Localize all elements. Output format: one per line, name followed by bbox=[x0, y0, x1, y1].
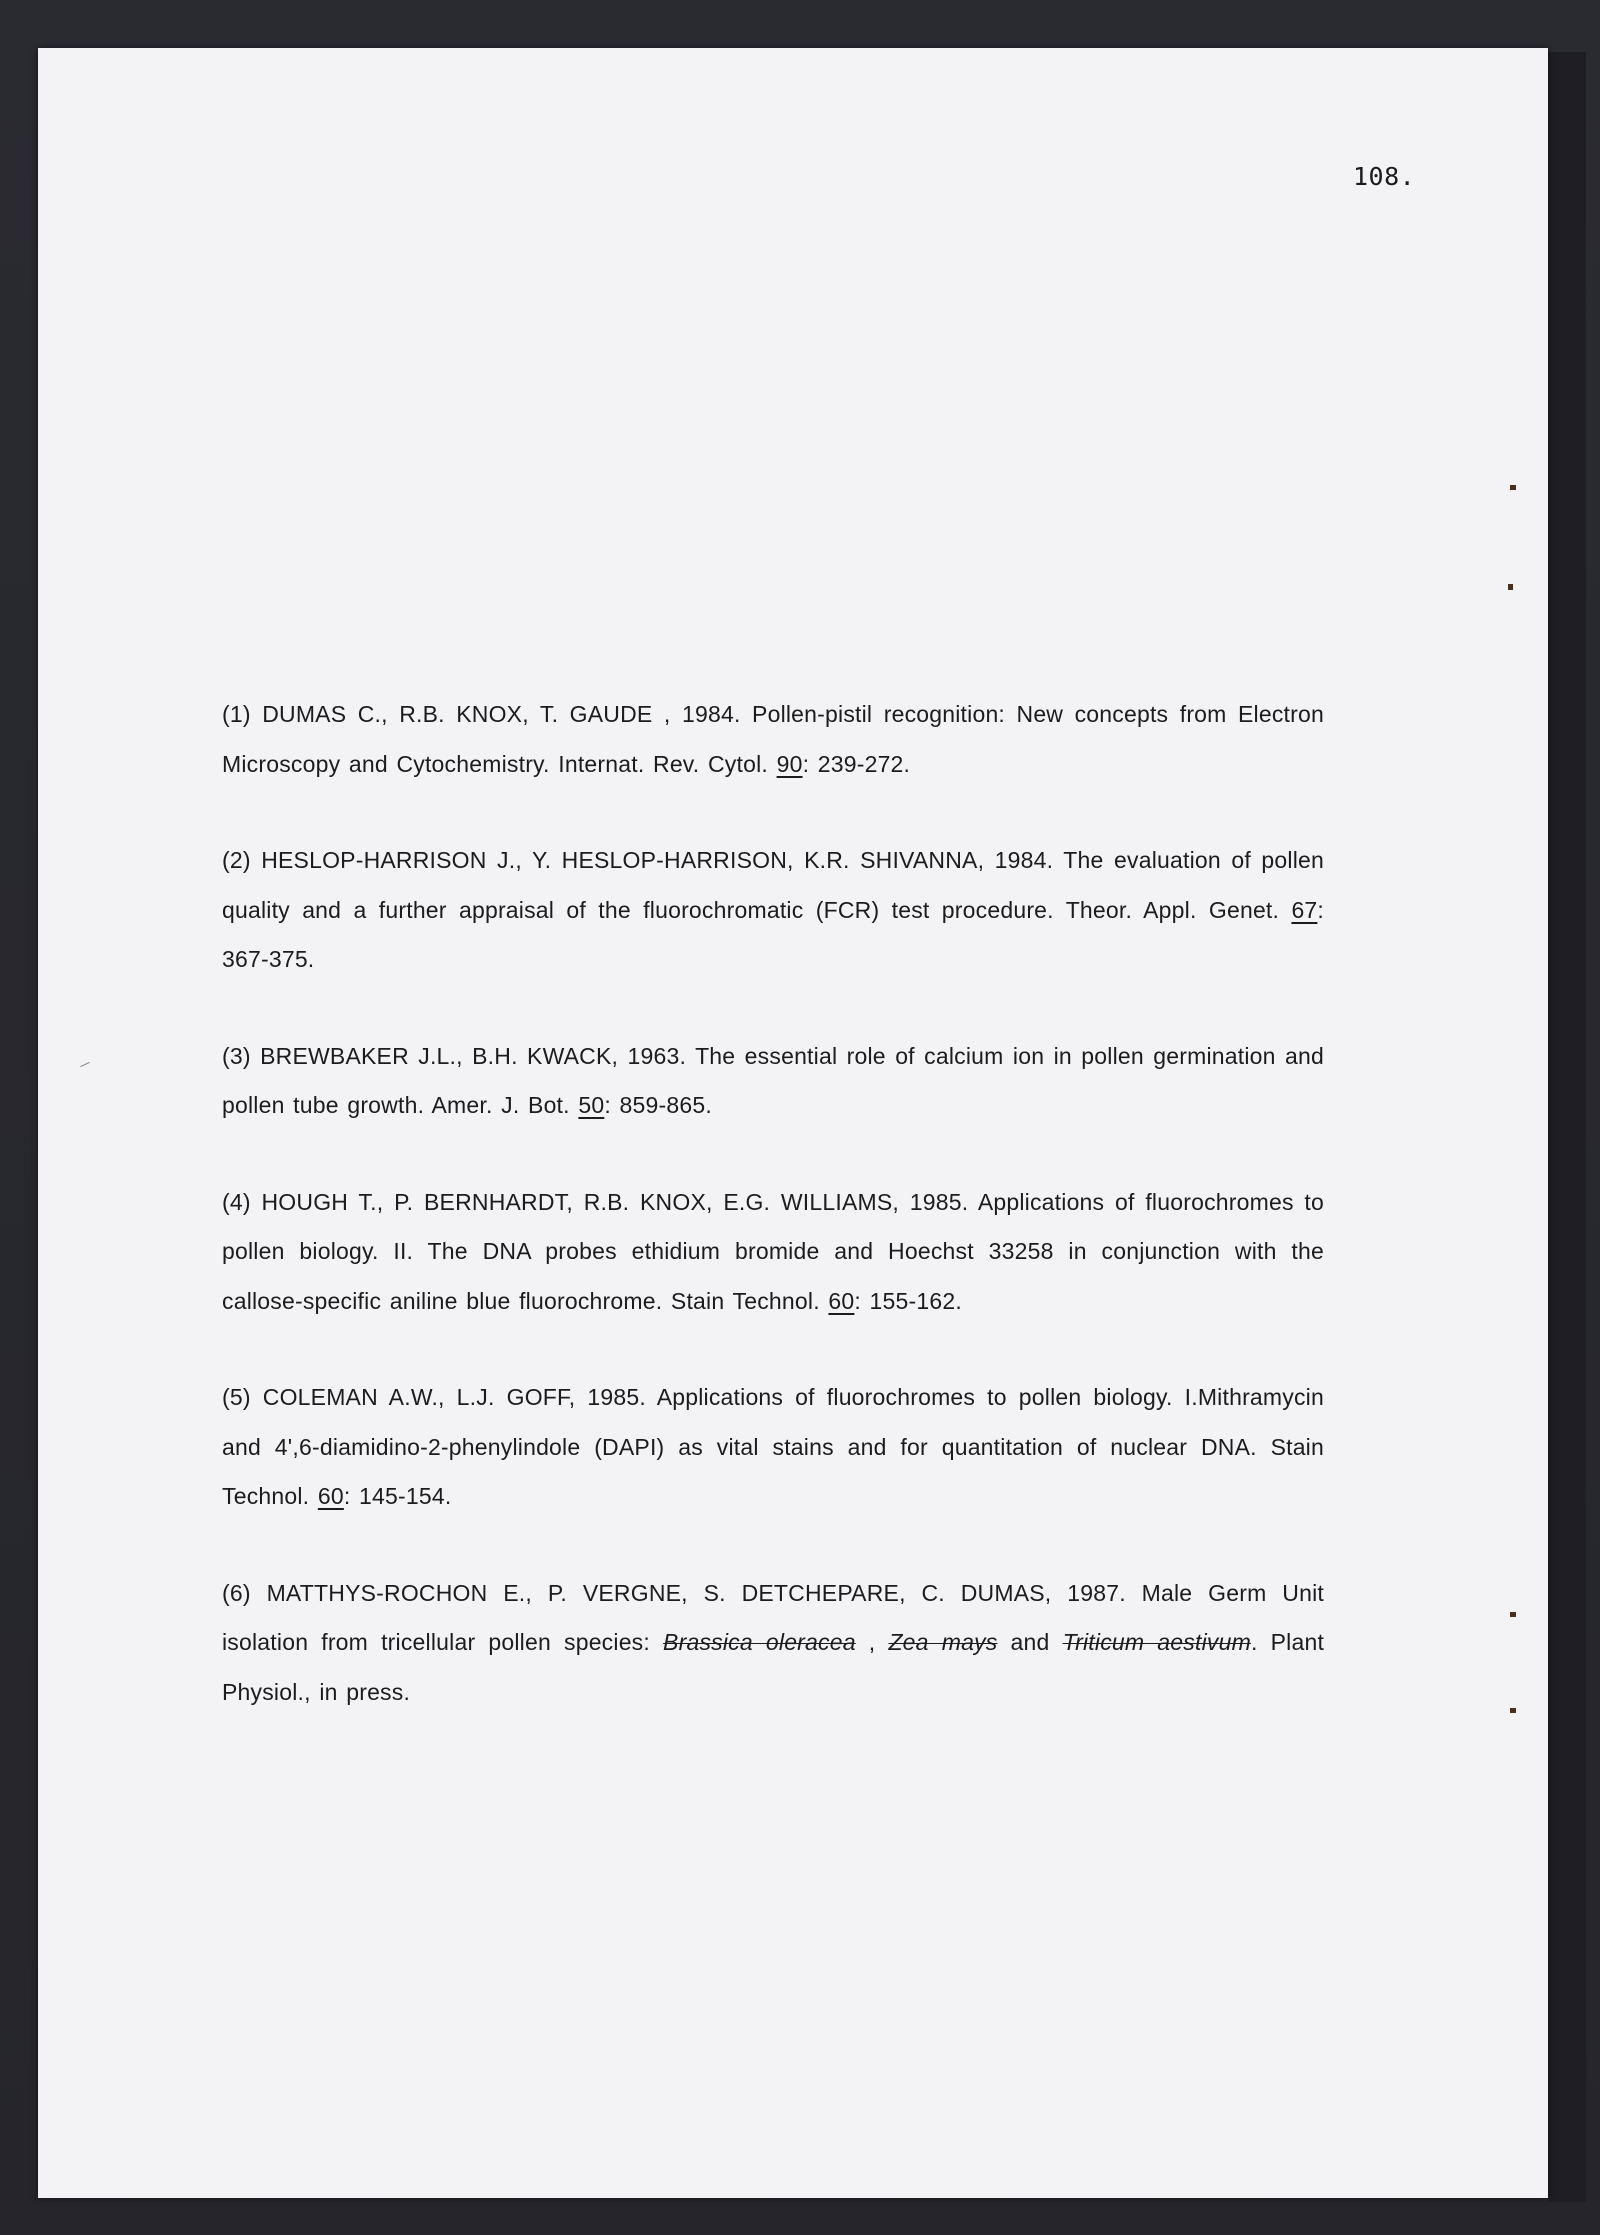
separator: , bbox=[868, 1629, 876, 1655]
reference-number: (3) bbox=[222, 1042, 251, 1069]
reference-authors: DUMAS C., R.B. KNOX, T. GAUDE , 1984. bbox=[262, 701, 741, 727]
species-name: Zea mays bbox=[888, 1629, 998, 1655]
margin-mark bbox=[1510, 485, 1516, 490]
page-number: 108. bbox=[1353, 162, 1416, 191]
reference-pages: : 239-272. bbox=[802, 750, 911, 777]
reference-pages: : 145-154. bbox=[343, 1483, 452, 1509]
reference-journal: Stain Technol. bbox=[222, 1433, 1324, 1509]
reference-volume: 67 bbox=[1291, 896, 1318, 923]
reference-3 bbox=[222, 1032, 1324, 1131]
reference-6 bbox=[222, 1569, 1324, 1718]
separator: and bbox=[1010, 1629, 1050, 1655]
reference-4 bbox=[222, 1178, 1324, 1327]
reference-volume: 60 bbox=[828, 1287, 855, 1314]
reference-pages: : 367-375. bbox=[222, 896, 1325, 972]
scanner-edge bbox=[1548, 52, 1586, 2202]
reference-journal: Amer. J. Bot. bbox=[431, 1092, 570, 1118]
reference-authors: BREWBAKER J.L., B.H. KWACK, 1963. bbox=[260, 1042, 687, 1069]
reference-title: The evaluation of pollen quality and a further appraisal of the fluorochromatic (FCR) test procedure. bbox=[222, 847, 1324, 923]
species-name: Brassica oleracea bbox=[663, 1629, 856, 1655]
reference-1 bbox=[222, 690, 1324, 789]
reference-list bbox=[222, 690, 1324, 1717]
reference-volume: 90 bbox=[776, 750, 803, 777]
reference-pages: : 859-865. bbox=[604, 1092, 712, 1118]
reference-status: in press. bbox=[319, 1678, 411, 1705]
reference-journal: Theor. Appl. Genet. bbox=[1065, 896, 1280, 923]
reference-volume: 50 bbox=[578, 1092, 605, 1118]
margin-mark bbox=[1510, 1612, 1516, 1617]
reference-title: Applications of fluorochromes to pollen biology. II. The DNA probes ethidium bromide and Hoechst 33258 in conjunction with the callose-specific aniline blue fluorochrome. bbox=[222, 1188, 1325, 1314]
reference-number: (4) bbox=[222, 1188, 251, 1215]
reference-authors: HOUGH T., P. BERNHARDT, R.B. KNOX, E.G. WILLIAMS, 1985. bbox=[261, 1188, 969, 1215]
reference-number: (6) bbox=[222, 1579, 251, 1606]
margin-mark bbox=[1508, 584, 1513, 590]
reference-journal: Plant Physiol., bbox=[222, 1629, 1325, 1705]
reference-authors: COLEMAN A.W., L.J. GOFF, 1985. bbox=[262, 1384, 646, 1410]
reference-authors: HESLOP-HARRISON J., Y. HESLOP-HARRISON, K.R. SHIVANNA, 1984. bbox=[261, 847, 1054, 873]
reference-title: Applications of fluorochromes to pollen biology. I.Mithramycin and 4',6-diamidino-2-phenylindole (DAPI) as vital stains and for quantitation of nuclear DNA. bbox=[222, 1384, 1324, 1460]
reference-2 bbox=[222, 836, 1324, 985]
reference-journal: Stain Technol. bbox=[670, 1287, 820, 1314]
reference-volume: 60 bbox=[317, 1483, 344, 1509]
reference-number: (1) bbox=[222, 701, 251, 727]
margin-mark bbox=[1510, 1708, 1516, 1713]
reference-title: Pollen-pistil recognition: New concepts from Electron Microscopy and Cytochemistry. bbox=[222, 701, 1324, 777]
species-name: Triticum aestivum bbox=[1062, 1629, 1251, 1655]
reference-title: Male Germ Unit isolation from tricellular pollen species: bbox=[222, 1579, 1324, 1655]
reference-title: The essential role of calcium ion in pollen germination and pollen tube growth. bbox=[222, 1042, 1324, 1118]
title-end: . bbox=[1250, 1629, 1258, 1655]
reference-pages: : 155-162. bbox=[854, 1287, 962, 1314]
reference-journal: Internat. Rev. Cytol. bbox=[558, 750, 768, 777]
reference-5 bbox=[222, 1373, 1324, 1522]
reference-number: (5) bbox=[222, 1384, 251, 1410]
reference-authors: MATTHYS-ROCHON E., P. VERGNE, S. DETCHEPARE, C. DUMAS, 1987. bbox=[266, 1579, 1126, 1606]
reference-number: (2) bbox=[222, 847, 251, 873]
